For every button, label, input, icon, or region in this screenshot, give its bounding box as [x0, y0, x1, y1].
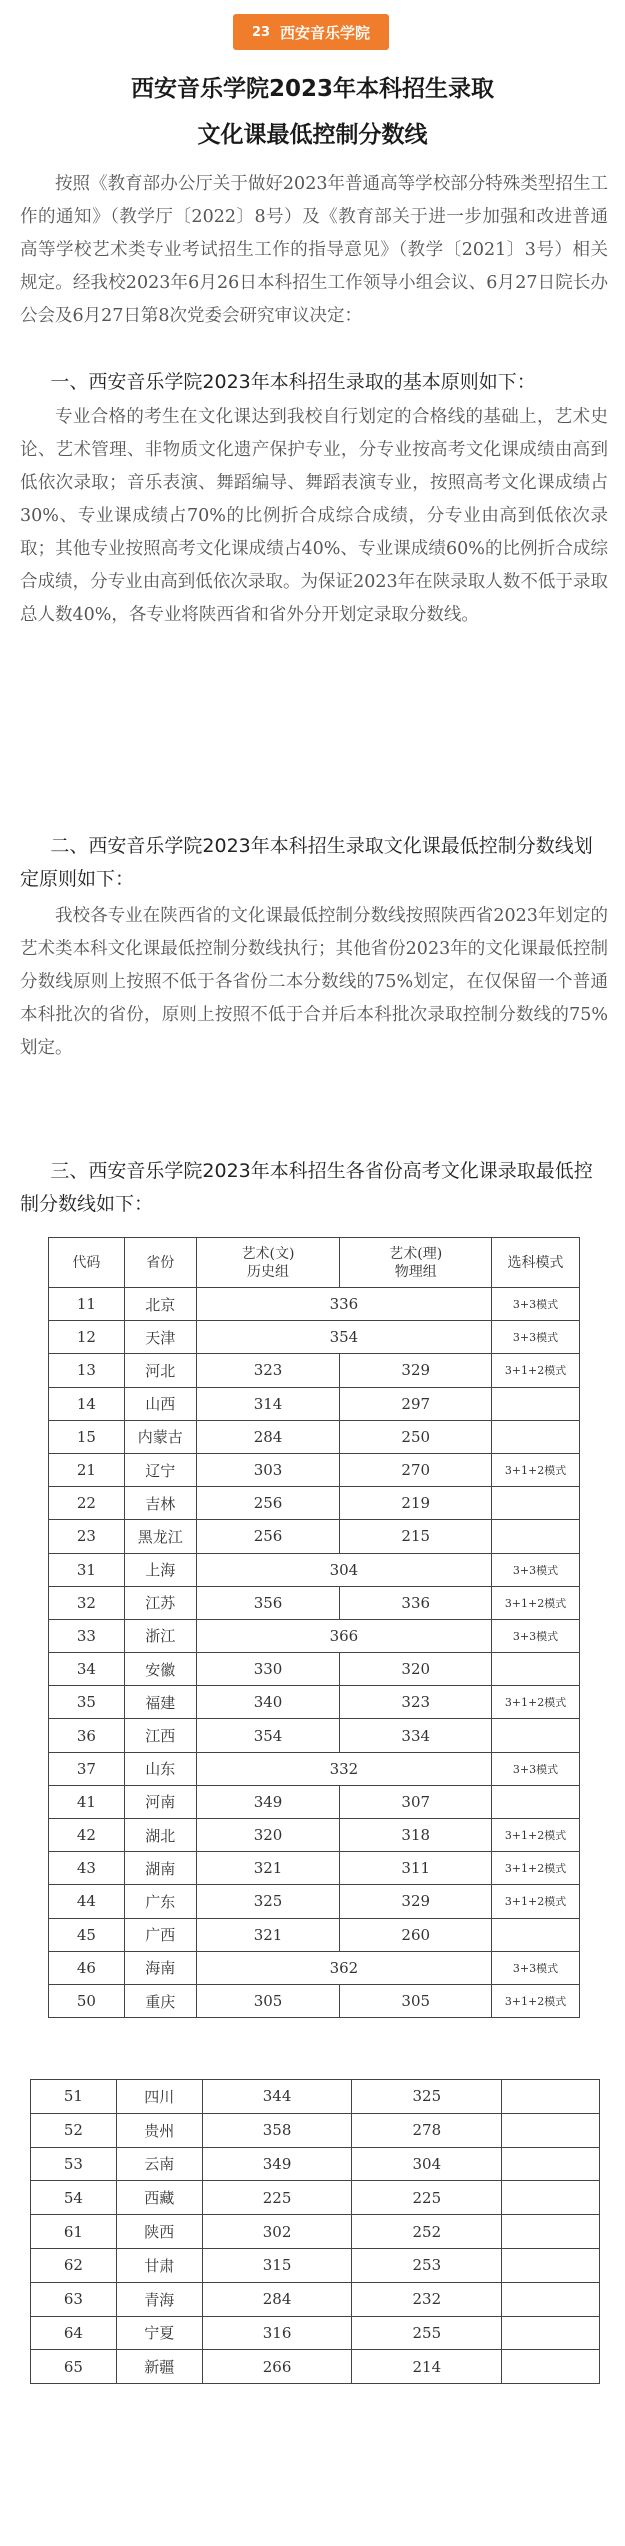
- table-row: [49, 1686, 580, 1719]
- cell-mode: [502, 2248, 600, 2282]
- cell-code: 32: [49, 1586, 125, 1619]
- cell-score-li: 329: [340, 1885, 492, 1918]
- header-arts-li-line2: 物理组: [394, 1263, 437, 1280]
- cell-code: 43: [49, 1852, 125, 1885]
- cell-mode: [502, 2080, 600, 2114]
- cell-score-li: 336: [340, 1586, 492, 1619]
- section1-heading: 一、西安音乐学院2023年本科招生录取的基本原则如下：: [50, 371, 536, 393]
- cell-province: 河南: [124, 1785, 196, 1818]
- cell-score-wen: 349: [202, 2147, 352, 2181]
- cell-score-wen: 325: [196, 1885, 340, 1918]
- cell-score-wen: 354: [196, 1719, 340, 1752]
- cell-score-li: 232: [352, 2282, 502, 2316]
- table-row: [31, 2316, 600, 2350]
- cell-score-merged: 336: [196, 1288, 491, 1321]
- cell-score-wen: 340: [196, 1686, 340, 1719]
- cell-province: 新疆: [116, 2350, 202, 2384]
- table-row: [31, 2113, 600, 2147]
- cell-score-wen: 349: [196, 1785, 340, 1818]
- cell-province: 四川: [116, 2080, 202, 2114]
- cell-score-merged: 332: [196, 1752, 491, 1785]
- cell-province: 黑龙江: [124, 1520, 196, 1553]
- cell-score-wen: 358: [202, 2113, 352, 2147]
- cell-code: 33: [49, 1619, 125, 1652]
- cell-mode: [502, 2147, 600, 2181]
- cell-code: 12: [49, 1321, 125, 1354]
- cell-code: 53: [31, 2147, 117, 2181]
- cell-score-li: 253: [352, 2248, 502, 2282]
- table-row: [49, 1487, 580, 1520]
- cell-mode: 3+1+2模式: [492, 1885, 580, 1918]
- badge-label: 西安音乐学院: [280, 23, 371, 42]
- cell-score-li: 325: [352, 2080, 502, 2114]
- table-row: [31, 2080, 600, 2114]
- cell-code: 41: [49, 1785, 125, 1818]
- header-arts-wen: [196, 1238, 340, 1288]
- cell-score-li: 318: [340, 1819, 492, 1852]
- table-row: [31, 2350, 600, 2384]
- cell-score-wen: 266: [202, 2350, 352, 2384]
- cell-code: 21: [49, 1453, 125, 1486]
- cell-mode: 3+1+2模式: [492, 1354, 580, 1387]
- table-row: [49, 1719, 580, 1752]
- score-table-1: [48, 1237, 580, 2018]
- cell-score-wen: 321: [196, 1918, 340, 1951]
- cell-mode: [502, 2113, 600, 2147]
- cell-province: 福建: [124, 1686, 196, 1719]
- cell-province: 江西: [124, 1719, 196, 1752]
- cell-province: 湖南: [124, 1852, 196, 1885]
- cell-province: 天津: [124, 1321, 196, 1354]
- cell-mode: [502, 2350, 600, 2384]
- cell-province: 广东: [124, 1885, 196, 1918]
- cell-code: 65: [31, 2350, 117, 2384]
- cell-score-li: 250: [340, 1420, 492, 1453]
- cell-score-wen: 305: [196, 1984, 340, 2017]
- cell-score-wen: 344: [202, 2080, 352, 2114]
- cell-mode: 3+3模式: [492, 1553, 580, 1586]
- cell-mode: 3+3模式: [492, 1752, 580, 1785]
- cell-mode: [492, 1387, 580, 1420]
- table-row: [49, 1785, 580, 1818]
- cell-mode: 3+1+2模式: [492, 1453, 580, 1486]
- cell-score-li: 219: [340, 1487, 492, 1520]
- cell-province: 北京: [124, 1288, 196, 1321]
- cell-score-wen: 302: [202, 2215, 352, 2249]
- cell-score-li: 307: [340, 1785, 492, 1818]
- cell-code: 50: [49, 1984, 125, 2017]
- cell-mode: [502, 2181, 600, 2215]
- table-row: [49, 1586, 580, 1619]
- cell-mode: [502, 2316, 600, 2350]
- cell-score-wen: 256: [196, 1487, 340, 1520]
- table-header-row: [49, 1238, 580, 1288]
- cell-score-wen: 356: [196, 1586, 340, 1619]
- cell-score-wen: 314: [196, 1387, 340, 1420]
- cell-score-li: 225: [352, 2181, 502, 2215]
- page-title: 西安音乐学院2023年本科招生录取: [130, 76, 494, 102]
- header-arts-wen-line1: 艺术(文): [241, 1245, 295, 1262]
- table-row: [49, 1420, 580, 1453]
- table-row: [49, 1819, 580, 1852]
- cell-code: 45: [49, 1918, 125, 1951]
- cell-province: 河北: [124, 1354, 196, 1387]
- cell-score-li: 278: [352, 2113, 502, 2147]
- header-mode: 选科模式: [492, 1238, 580, 1288]
- cell-score-wen: 284: [202, 2282, 352, 2316]
- table-row: [31, 2215, 600, 2249]
- cell-province: 宁夏: [116, 2316, 202, 2350]
- table-row: [31, 2181, 600, 2215]
- cell-mode: [492, 1918, 580, 1951]
- cell-code: 61: [31, 2215, 117, 2249]
- section2-heading: 二、西安音乐学院2023年本科招生录取文化课最低控制分数线划定原则如下：: [20, 835, 593, 890]
- cell-mode: [492, 1487, 580, 1520]
- cell-mode: 3+3模式: [492, 1288, 580, 1321]
- cell-mode: 3+3模式: [492, 1951, 580, 1984]
- header-province: 省份: [124, 1238, 196, 1288]
- cell-province: 湖北: [124, 1819, 196, 1852]
- cell-code: 22: [49, 1487, 125, 1520]
- cell-score-wen: 323: [196, 1354, 340, 1387]
- header-arts-wen-line2: 历史组: [247, 1263, 290, 1280]
- cell-score-li: 270: [340, 1453, 492, 1486]
- intro-paragraph: 按照《教育部办公厅关于做好2023年普通高等学校部分特殊类型招生工作的通知》（教学厅〔2022〕8号）及《教育部关于进一步加强和改进普通高等学校艺术类专业考试招生工作的指导意见》（教学〔2021〕3号）相关规定。经我校2023年6月26日本科招生工作领导小组会议、6月27日院长办公会及6月27日第8次党委会研究审议决定：: [20, 174, 608, 326]
- section3-heading: 三、西安音乐学院2023年本科招生各省份高考文化课录取最低控制分数线如下：: [20, 1160, 593, 1215]
- cell-code: 14: [49, 1387, 125, 1420]
- table-row: [49, 1354, 580, 1387]
- cell-mode: 3+1+2模式: [492, 1852, 580, 1885]
- cell-score-wen: 256: [196, 1520, 340, 1553]
- cell-score-wen: 284: [196, 1420, 340, 1453]
- cell-score-wen: 330: [196, 1653, 340, 1686]
- cell-code: 37: [49, 1752, 125, 1785]
- cell-code: 46: [49, 1951, 125, 1984]
- cell-score-merged: 362: [196, 1951, 491, 1984]
- badge-number: 23: [251, 24, 271, 40]
- cell-mode: 3+1+2模式: [492, 1819, 580, 1852]
- header-code: 代码: [49, 1238, 125, 1288]
- cell-code: 36: [49, 1719, 125, 1752]
- cell-province: 上海: [124, 1553, 196, 1586]
- cell-mode: [492, 1785, 580, 1818]
- cell-province: 陕西: [116, 2215, 202, 2249]
- cell-score-li: 215: [340, 1520, 492, 1553]
- cell-score-li: 323: [340, 1686, 492, 1719]
- cell-province: 安徽: [124, 1653, 196, 1686]
- table-row: [49, 1653, 580, 1686]
- cell-mode: [492, 1653, 580, 1686]
- cell-code: 15: [49, 1420, 125, 1453]
- cell-code: 13: [49, 1354, 125, 1387]
- cell-code: 54: [31, 2181, 117, 2215]
- cell-score-wen: 225: [202, 2181, 352, 2215]
- cell-code: 35: [49, 1686, 125, 1719]
- table-row: [49, 1520, 580, 1553]
- table-row: [31, 2248, 600, 2282]
- page-subtitle: 文化课最低控制分数线: [197, 122, 428, 148]
- cell-code: 51: [31, 2080, 117, 2114]
- cell-province: 山西: [124, 1387, 196, 1420]
- cell-code: 11: [49, 1288, 125, 1321]
- section1-paragraph: 专业合格的考生在文化课达到我校自行划定的合格线的基础上，艺术史论、艺术管理、非物质文化遗产保护专业，分专业按高考文化课成绩由高到低依次录取；音乐表演、舞蹈编导、舞蹈表演专业，按照高考文化课成绩占30%、专业课成绩占70%的比例折合成综合成绩，分专业由高到低依次录取；其他专业按照高考文化课成绩占40%、专业课成绩60%的比例折合成综合成绩，分专业由高到低依次录取。为保证2023年在陕录取人数不低于录取总人数40%，各专业将陕西省和省外分开划定录取分数线。: [20, 407, 608, 625]
- cell-province: 甘肃: [116, 2248, 202, 2282]
- cell-code: 44: [49, 1885, 125, 1918]
- cell-province: 青海: [116, 2282, 202, 2316]
- cell-mode: 3+3模式: [492, 1321, 580, 1354]
- cell-score-merged: 304: [196, 1553, 491, 1586]
- cell-score-merged: 354: [196, 1321, 491, 1354]
- table-row: [49, 1885, 580, 1918]
- cell-province: 浙江: [124, 1619, 196, 1652]
- table-row: [49, 1453, 580, 1486]
- cell-code: 42: [49, 1819, 125, 1852]
- cell-score-li: 214: [352, 2350, 502, 2384]
- cell-score-wen: 315: [202, 2248, 352, 2282]
- score-table-2: [30, 2079, 600, 2384]
- cell-score-li: 252: [352, 2215, 502, 2249]
- cell-code: 52: [31, 2113, 117, 2147]
- cell-score-wen: 320: [196, 1819, 340, 1852]
- cell-province: 西藏: [116, 2181, 202, 2215]
- table-row: [49, 1553, 580, 1586]
- cell-score-li: 329: [340, 1354, 492, 1387]
- cell-province: 云南: [116, 2147, 202, 2181]
- cell-mode: [502, 2215, 600, 2249]
- cell-mode: 3+1+2模式: [492, 1586, 580, 1619]
- cell-province: 广西: [124, 1918, 196, 1951]
- cell-score-wen: 316: [202, 2316, 352, 2350]
- table-row: [49, 1387, 580, 1420]
- cell-mode: 3+3模式: [492, 1619, 580, 1652]
- cell-province: 江苏: [124, 1586, 196, 1619]
- cell-score-li: 320: [340, 1653, 492, 1686]
- cell-code: 23: [49, 1520, 125, 1553]
- table-row: [31, 2282, 600, 2316]
- cell-code: 62: [31, 2248, 117, 2282]
- table-row: [49, 1752, 580, 1785]
- table-row: [49, 1321, 580, 1354]
- cell-code: 63: [31, 2282, 117, 2316]
- table-row: [49, 1852, 580, 1885]
- table-row: [31, 2147, 600, 2181]
- cell-mode: [492, 1420, 580, 1453]
- cell-province: 内蒙古: [124, 1420, 196, 1453]
- header-arts-li-line1: 艺术(理): [389, 1245, 443, 1262]
- cell-score-li: 334: [340, 1719, 492, 1752]
- cell-province: 重庆: [124, 1984, 196, 2017]
- cell-code: 34: [49, 1653, 125, 1686]
- cell-score-li: 255: [352, 2316, 502, 2350]
- cell-mode: 3+1+2模式: [492, 1686, 580, 1719]
- cell-score-li: 260: [340, 1918, 492, 1951]
- cell-score-wen: 303: [196, 1453, 340, 1486]
- cell-mode: 3+1+2模式: [492, 1984, 580, 2017]
- cell-score-li: 305: [340, 1984, 492, 2017]
- table-row: [49, 1918, 580, 1951]
- table-row: [49, 1984, 580, 2017]
- table-row: [49, 1951, 580, 1984]
- cell-score-merged: 366: [196, 1619, 491, 1652]
- header-arts-li: [340, 1238, 492, 1288]
- cell-province: 山东: [124, 1752, 196, 1785]
- cell-score-li: 311: [340, 1852, 492, 1885]
- cell-code: 64: [31, 2316, 117, 2350]
- section2-paragraph: 我校各专业在陕西省的文化课最低控制分数线按照陕西省2023年划定的艺术类本科文化课最低控制分数线执行；其他省份2023年的文化课最低控制分数线原则上按照不低于各省份二本分数线的75%划定，在仅保留一个普通本科批次的省份，原则上按照不低于合并后本科批次录取控制分数线的75%划定。: [20, 906, 608, 1058]
- table-row: [49, 1288, 580, 1321]
- cell-mode: [502, 2282, 600, 2316]
- cell-score-li: 304: [352, 2147, 502, 2181]
- cell-province: 海南: [124, 1951, 196, 1984]
- cell-mode: [492, 1520, 580, 1553]
- cell-score-wen: 321: [196, 1852, 340, 1885]
- cell-code: 31: [49, 1553, 125, 1586]
- cell-score-li: 297: [340, 1387, 492, 1420]
- table-row: [49, 1619, 580, 1652]
- cell-province: 贵州: [116, 2113, 202, 2147]
- cell-province: 吉林: [124, 1487, 196, 1520]
- cell-province: 辽宁: [124, 1453, 196, 1486]
- school-badge: [233, 14, 389, 50]
- cell-mode: [492, 1719, 580, 1752]
